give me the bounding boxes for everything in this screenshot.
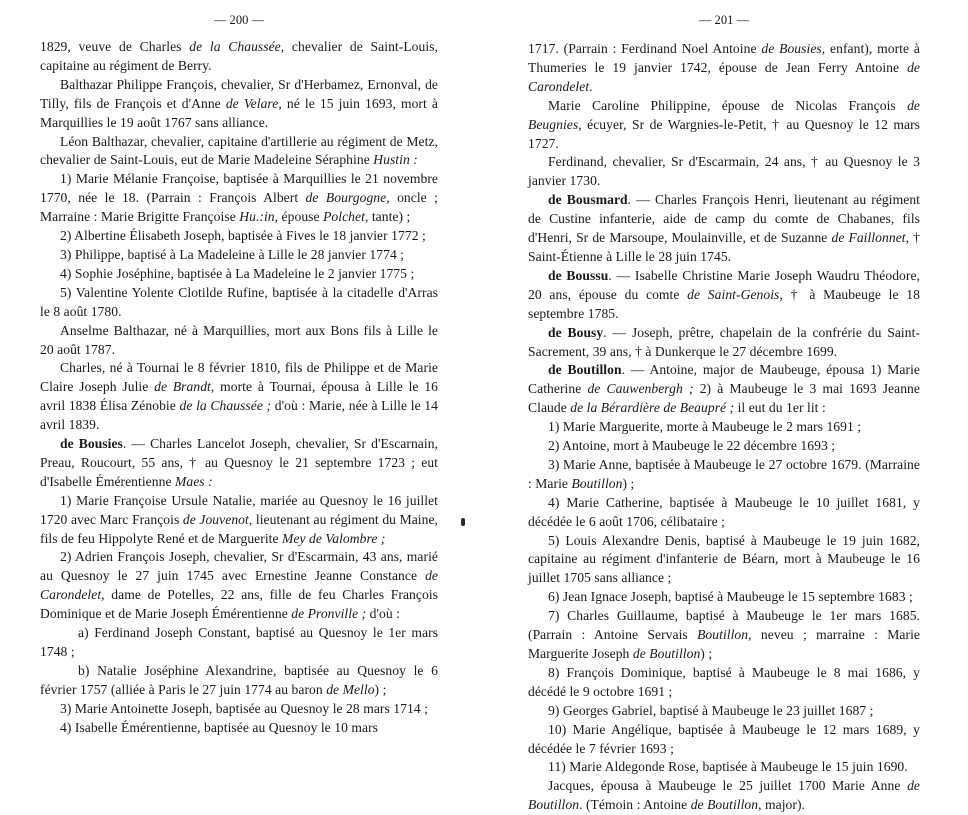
page-number-right: — 201 — [698,13,750,27]
text-run: . [589,78,593,94]
text-run: Léon Balthazar, chevalier, capitaine d'artillerie au régiment de Metz, chevalier de Saint-Louis, eut de Marie Madeleine Séraphine [40,133,438,168]
paragraph [40,492,438,549]
gutter-mark [461,518,465,526]
emphasized-name: de Beugnies [528,97,920,132]
text-run: 5) Louis Alexandre Denis, baptisé à Maubeuge le 19 juin 1682, capitaine au régiment d'infanterie de Béarn, mort à Maubeuge le 16 juillet 1705 sans alliance ; [528,532,920,586]
right-page [528,0,921,813]
text-run: Ferdinand, chevalier, Sr d'Escarmain, 24 ans, † au Quesnoy le 3 janvier 1730. [528,154,920,189]
paragraph [528,456,920,494]
text-run: , † à Maubeuge le 18 septembre 1785. [528,286,920,321]
emphasized-name: de Brandt [154,379,211,395]
paragraph [528,532,920,589]
emphasized-name: de la Bérardière de Beaupré ; [570,400,735,416]
text-run: ) ; [622,475,635,491]
left-page-text [40,38,438,738]
paragraph [40,227,438,246]
text-run: 8) François Dominique, baptisé à Maubeuge le 8 mai 1686, y décédé le 9 octobre 1691 ; [528,664,920,699]
emphasized-name: Hu.:in [239,209,275,225]
paragraph [40,246,438,265]
text-run: 2) Adrien François Joseph, chevalier, Sr d'Escarmain, 43 ans, marié au Quesnoy le 27 juin 1745 avec Ernestine Jeanne Constance [40,549,438,584]
emphasized-name: de Jouvenot [182,511,249,527]
emphasized-name: de Carondelet [528,59,920,94]
text-run: Jacques, épousa à Maubeuge le 25 juillet 1700 Marie Anne [548,778,908,794]
text-run: 5) Valentine Yolente Clotilde Rufine, baptisée à la citadelle d'Arras le 8 août 1780. [40,284,438,319]
text-run: 3) Marie Anne, baptisée à Maubeuge le 27 octobre 1679. (Marraine : Marie [528,456,920,491]
paragraph [528,607,920,664]
text-run: . — Joseph, prêtre, chapelain de la confrérie du Saint-Sacrement, 39 ans, † à Dunkerque le 27 décembre 1699. [528,324,920,359]
paragraph [40,700,438,719]
text-run: , oncle ; Marraine : Marie Brigitte Françoise [40,190,438,225]
text-run: . — Antoine, major de Maubeuge, épousa 1) Marie Catherine [528,362,920,397]
paragraph [528,588,920,607]
text-run: , neveu ; marraine : Marie Marguerite Joseph [528,627,920,661]
text-run: Charles, né à Tournai le 8 février 1810, fils de Philippe et de Marie Claire Joseph Julie [40,360,438,395]
emphasized-name: de Boutillon [528,778,920,813]
emphasized-name: de la Chaussée ; [179,398,272,414]
text-run: 4) Sophie Joséphine, baptisée à La Madeleine le 2 janvier 1775 ; [60,265,415,281]
paragraph [40,76,438,133]
paragraph [528,437,920,456]
emphasized-name: Boutillon [571,475,623,491]
text-run: , morte à Tournai, épousa à Lille le 16 avril 1838 Élisa Zénobie [40,379,438,414]
text-run: 9) Georges Gabriel, baptisé à Maubeuge le 23 juillet 1687 ; [548,702,874,718]
emphasized-name: Mey de Valombre ; [282,530,386,546]
emphasized-name: de Cauwenbergh ; [587,381,694,397]
text-run: , écuyer, Sr de Wargnies-le-Petit, † au Quesnoy le 12 mars 1727. [528,116,920,151]
paragraph [40,38,438,76]
emphasized-name: de Boutillon [690,797,759,813]
text-run: 4) Marie Catherine, baptisée à Maubeuge le 10 juillet 1681, y décédée le 6 août 1706, célibataire ; [528,494,920,529]
paragraph [40,322,438,360]
entry-heading: de Boussu [548,267,609,283]
text-run: , né le 15 juin 1693, mort à Marquillies le 19 août 1767 sans alliance. [40,95,438,130]
paragraph [528,40,920,97]
paragraph [40,359,438,435]
emphasized-name: Boutillon [697,627,749,643]
text-run: , dame de Potelles, 22 ans, fille de feu Charles François Dominique et de Marie Joseph Émérentienne [40,587,438,622]
text-run: 10) Marie Angélique, baptisée à Maubeuge le 12 mars 1689, y décédée le 7 février 1693 ; [528,721,920,756]
emphasized-name: de Saint-Genois [687,286,780,302]
paragraph [40,662,438,700]
paragraph [528,153,920,191]
text-run: 3) Marie Antoinette Joseph, baptisée au Quesnoy le 28 mars 1714 ; [60,700,428,716]
text-run: . — Charles François Henri, lieutenant au régiment de Custine infanterie, aide de camp du comte de Chabanes, fils d'Henri, Sr de Marsoupe, Moulainville, et de Suzanne [528,192,920,246]
paragraph [528,664,920,702]
left-page [40,0,438,768]
emphasized-name: Maes : [175,473,213,489]
paragraph [528,494,920,532]
text-run: 2) Albertine Élisabeth Joseph, baptisée à Fives le 18 janvier 1772 ; [60,228,426,244]
paragraph [528,267,920,324]
text-run: , épouse [274,209,324,225]
text-run: 1) Marie Françoise Ursule Natalie, mariée au Quesnoy le 16 juillet 1720 avec Marc François [40,492,438,527]
text-run: Balthazar Philippe François, chevalier, Sr d'Herbamez, Ernonval, de Tilly, fils de François et d'Anne [40,76,438,111]
paragraph [40,284,438,322]
text-run: 2) à Maubeuge le 3 mai 1693 Jeanne Claude [528,381,920,416]
paragraph [40,624,438,662]
text-run: ) ; [374,681,387,697]
text-run: , lieutenant au régiment du Maine, fils de feu Hippolyte René et de Marguerite [40,511,439,546]
emphasized-name: de Velare [225,95,279,111]
emphasized-name: de Boutillon [632,646,701,661]
text-run: 11) Marie Aldegonde Rose, baptisée à Maubeuge le 15 juin 1690. [548,759,908,775]
text-run: 7) Charles Guillaume, baptisé à Maubeuge le 1er mars 1685. (Parrain : Antoine Servais [528,608,920,643]
text-run: 3) Philippe, baptisé à La Madeleine à Lille le 28 janvier 1774 ; [60,246,405,262]
entry-heading: de Boutillon [548,362,622,378]
text-run: Anselme Balthazar, né à Marquillies, mort aux Bons fils à Lille le 20 août 1787. [40,322,438,357]
paragraph [40,548,438,624]
text-run: 6) Jean Ignace Joseph, baptisé à Maubeuge le 15 septembre 1683 ; [548,589,913,605]
paragraph [528,361,920,418]
emphasized-name: Hustin : [373,152,418,168]
text-run: , enfant), morte à Thumeries le 19 janvier 1742, épouse de Jean Ferry Antoine [528,41,920,75]
text-run: a) Ferdinand Joseph Constant, baptisé au Quesnoy le 1er mars 1748 ; [40,625,438,659]
text-run: 1717. (Parrain : Ferdinand Noel Antoine [528,41,762,56]
paragraph [528,777,920,815]
entry-heading: de Bousy [548,324,604,340]
text-run: 1) Marie Marguerite, morte à Maubeuge le 2 mars 1691 ; [548,419,862,435]
paragraph [528,418,920,437]
entry-heading: de Bousmard [548,192,628,208]
paragraph [40,435,438,492]
paragraph [528,702,920,721]
text-run: 1829, veuve de Charles [40,39,190,54]
paragraph [40,170,438,227]
emphasized-name: de Pronville ; [291,606,367,622]
paragraph [528,758,920,777]
emphasized-name: de Carondelet [40,568,438,603]
emphasized-name: Polchet [323,209,365,225]
paragraph [528,191,920,267]
text-run: , chevalier de Saint-Louis, capitaine au régiment de Berry. [40,39,438,73]
text-run: , † Saint-Étienne à Lille le 28 juin 1745. [528,230,920,264]
emphasized-name: de Bousies [761,41,822,56]
text-run: ) ; [700,646,713,661]
paragraph [40,265,438,284]
text-run: b) Natalie Joséphine Alexandrine, baptisée au Quesnoy le 6 février 1757 (alliée à Paris le 27 juin 1774 au baron [40,662,438,697]
paragraph [40,133,438,171]
text-run: 4) Isabelle Émérentienne, baptisée au Quesnoy le 10 mars [60,719,378,735]
page-number-left: — 200 — [213,13,265,27]
text-run: il eut du 1er lit : [734,400,826,416]
paragraph [528,97,920,154]
paragraph [528,324,920,362]
text-run: . (Témoin : Antoine [579,797,691,813]
text-run: Marie Caroline Philippine, épouse de Nicolas François [548,97,908,113]
text-run: d'où : Marie, née à Lille le 14 avril 1839. [40,398,439,433]
entry-heading: de Bousies [60,436,123,452]
emphasized-name: de Mello [326,681,375,697]
paragraph [40,719,438,738]
text-run: . — Charles Lancelot Joseph, chevalier, Sr d'Escarnain, Preau, Roucourt, 55 ans, † au Quesnoy le 21 septembre 1723 ; eut d'Isabelle Émérentienne [40,436,439,489]
text-run: 1) Marie Mélanie Françoise, baptisée à Marquillies le 21 novembre 1770, née le 18. (Parrain : François Albert [40,171,438,206]
text-run: , tante) ; [364,209,411,225]
emphasized-name: de la Chaussée [189,39,281,54]
text-run: 2) Antoine, mort à Maubeuge le 22 décembre 1693 ; [548,438,836,454]
paragraph [528,721,920,759]
text-run: d'où : [366,606,400,622]
emphasized-name: de Faillonnet [831,230,906,246]
text-run: , major). [758,797,806,813]
text-run: . — Isabelle Christine Marie Joseph Waudru Théodore, 20 ans, épouse du comte [528,267,921,302]
right-page-text [528,40,920,815]
emphasized-name: de Bourgogne [305,190,387,206]
